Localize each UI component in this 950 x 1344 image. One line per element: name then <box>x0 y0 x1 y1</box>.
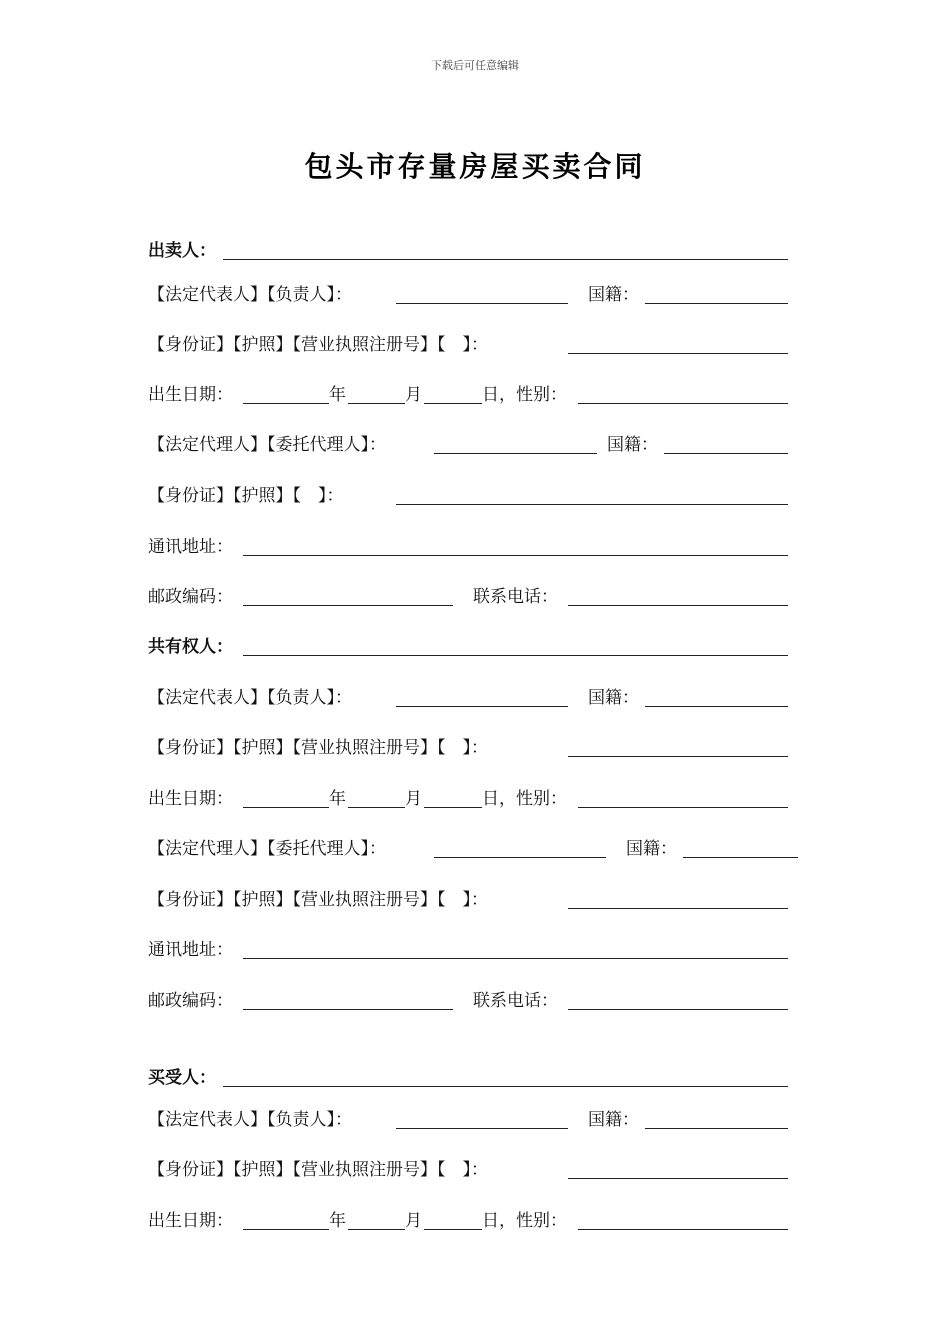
month-label: 月 <box>405 385 422 405</box>
id-short-label: 【身份证】【护照】【 】： <box>148 486 344 506</box>
co-owner-rep-nationality-field[interactable] <box>645 706 788 707</box>
co-owner-legal-rep-field[interactable] <box>396 706 568 707</box>
seller-address-field[interactable] <box>243 555 788 556</box>
co-owner-agent-nationality-field[interactable] <box>683 857 798 858</box>
seller-agent-line <box>148 432 808 458</box>
seller-rep-nationality-field[interactable] <box>645 303 788 304</box>
seller-line <box>148 238 808 264</box>
co-owner-id-field[interactable] <box>568 756 788 757</box>
birth-label: 出生日期： <box>148 385 233 405</box>
seller-agent-id-field[interactable] <box>396 504 788 505</box>
buyer-birth-day-field[interactable] <box>424 1229 482 1230</box>
day-gender-label: 日，性别： <box>482 789 567 809</box>
buyer-birth-month-field[interactable] <box>348 1229 405 1230</box>
id-label: 【身份证】【护照】【营业执照注册号】【 】： <box>148 335 488 355</box>
co-owner-agent-field[interactable] <box>434 857 606 858</box>
seller-contact-line <box>148 584 808 610</box>
id-label: 【身份证】【护照】【营业执照注册号】【 】： <box>148 890 488 910</box>
co-owner-gender-field[interactable] <box>578 807 788 808</box>
co-owner-line <box>148 634 808 660</box>
month-label: 月 <box>405 1211 422 1231</box>
id-label: 【身份证】【护照】【营业执照注册号】【 】： <box>148 738 488 758</box>
co-owner-agent-id-field[interactable] <box>568 908 788 909</box>
seller-label: 出卖人： <box>148 241 216 261</box>
buyer-id-line <box>148 1157 808 1183</box>
co-owner-label: 共有权人： <box>148 637 233 657</box>
seller-postcode-field[interactable] <box>243 605 453 606</box>
nationality-label: 国籍： <box>607 435 658 455</box>
buyer-gender-field[interactable] <box>578 1229 788 1230</box>
co-owner-birth-year-field[interactable] <box>243 807 329 808</box>
postcode-label: 邮政编码： <box>148 587 233 607</box>
seller-gender-field[interactable] <box>578 403 788 404</box>
co-owner-birth-day-field[interactable] <box>424 807 482 808</box>
agent-label: 【法定代理人】【委托代理人】： <box>148 435 386 455</box>
header-note: 下载后可任意编辑 <box>431 59 519 72</box>
buyer-legal-rep-line <box>148 1107 808 1133</box>
buyer-line <box>148 1065 808 1091</box>
co-owner-address-line <box>148 937 808 963</box>
nationality-label: 国籍： <box>588 285 639 305</box>
seller-legal-rep-line <box>148 282 808 308</box>
nationality-label: 国籍： <box>588 688 639 708</box>
legal-rep-label: 【法定代表人】【负责人】： <box>148 1110 352 1130</box>
postcode-label: 邮政编码： <box>148 991 233 1011</box>
nationality-label: 国籍： <box>588 1110 639 1130</box>
id-label: 【身份证】【护照】【营业执照注册号】【 】： <box>148 1160 488 1180</box>
address-label: 通讯地址： <box>148 537 233 557</box>
co-owner-phone-field[interactable] <box>568 1009 788 1010</box>
co-owner-address-field[interactable] <box>243 958 788 959</box>
address-label: 通讯地址： <box>148 940 233 960</box>
seller-agent-field[interactable] <box>434 453 597 454</box>
month-label: 月 <box>405 789 422 809</box>
seller-name-field[interactable] <box>223 259 788 260</box>
co-owner-postcode-field[interactable] <box>243 1009 453 1010</box>
buyer-name-field[interactable] <box>223 1086 788 1087</box>
day-gender-label: 日，性别： <box>482 1211 567 1231</box>
buyer-birth-line <box>148 1208 808 1234</box>
year-label: 年 <box>329 1211 346 1231</box>
nationality-label: 国籍： <box>626 839 677 859</box>
seller-birth-year-field[interactable] <box>243 403 329 404</box>
birth-label: 出生日期： <box>148 1211 233 1231</box>
buyer-id-field[interactable] <box>568 1178 788 1179</box>
buyer-label: 买受人： <box>148 1068 216 1088</box>
birth-label: 出生日期： <box>148 789 233 809</box>
legal-rep-label: 【法定代表人】【负责人】： <box>148 285 352 305</box>
agent-label: 【法定代理人】【委托代理人】： <box>148 839 386 859</box>
phone-label: 联系电话： <box>473 991 558 1011</box>
seller-agent-id-line <box>148 483 808 509</box>
seller-birth-month-field[interactable] <box>348 403 405 404</box>
seller-id-line <box>148 332 808 358</box>
seller-agent-nationality-field[interactable] <box>664 453 788 454</box>
co-owner-id-line <box>148 735 808 761</box>
phone-label: 联系电话： <box>473 587 558 607</box>
buyer-legal-rep-field[interactable] <box>396 1128 568 1129</box>
seller-phone-field[interactable] <box>568 605 788 606</box>
co-owner-agent-id-line <box>148 887 808 913</box>
document-title: 包头市存量房屋买卖合同 <box>304 150 646 183</box>
year-label: 年 <box>329 789 346 809</box>
day-gender-label: 日，性别： <box>482 385 567 405</box>
seller-birth-day-field[interactable] <box>424 403 482 404</box>
buyer-rep-nationality-field[interactable] <box>645 1128 788 1129</box>
co-owner-contact-line <box>148 988 808 1014</box>
year-label: 年 <box>329 385 346 405</box>
co-owner-birth-month-field[interactable] <box>348 807 405 808</box>
co-owner-legal-rep-line <box>148 685 808 711</box>
buyer-birth-year-field[interactable] <box>243 1229 329 1230</box>
legal-rep-label: 【法定代表人】【负责人】： <box>148 688 352 708</box>
seller-address-line <box>148 534 808 560</box>
co-owner-name-field[interactable] <box>243 655 788 656</box>
co-owner-birth-line <box>148 786 808 812</box>
co-owner-agent-line <box>148 836 808 862</box>
seller-legal-rep-field[interactable] <box>396 303 568 304</box>
seller-birth-line <box>148 382 808 408</box>
seller-id-field[interactable] <box>568 353 788 354</box>
